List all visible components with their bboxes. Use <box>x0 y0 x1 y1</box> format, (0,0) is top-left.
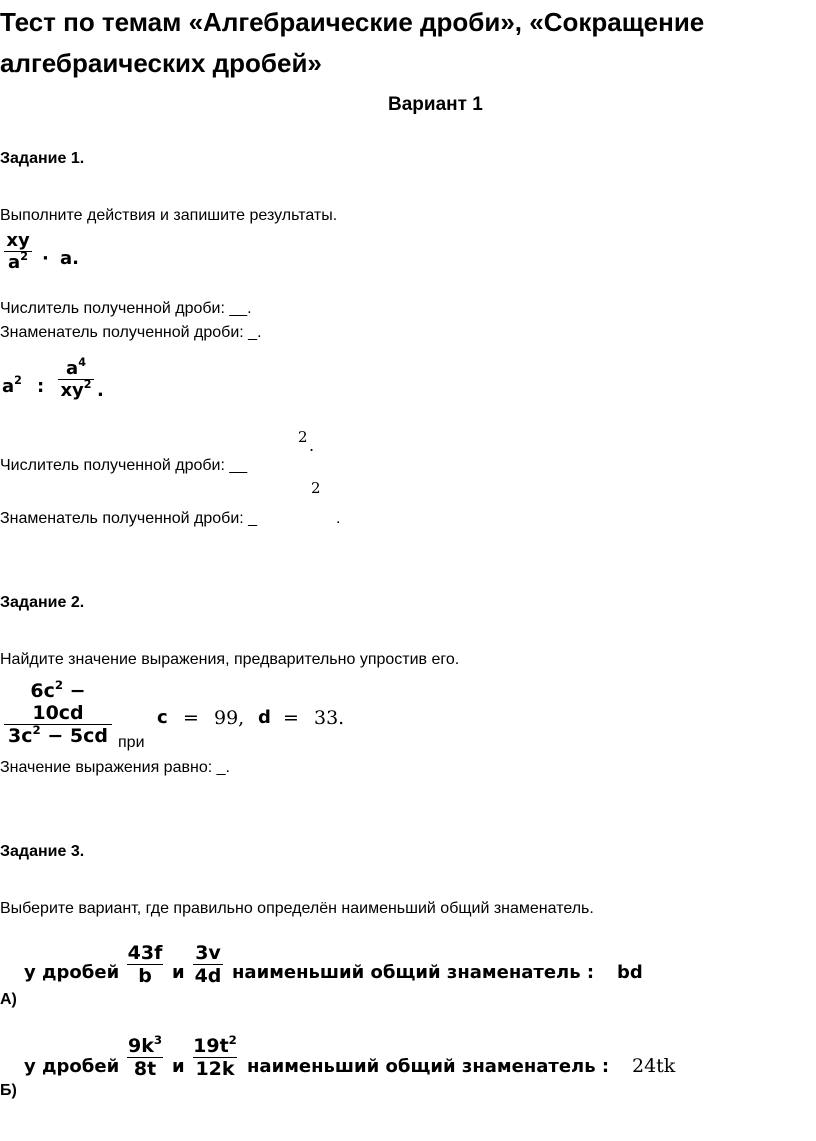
answer2-numerator-dot: . <box>309 436 315 455</box>
divide-operator: : <box>37 376 45 397</box>
task1-answer1-denominator: Знаменатель полученной дроби: _. <box>0 324 262 341</box>
option-b-answer: 24tk <box>632 1055 676 1077</box>
fraction-numerator: $a^4$ <box>66 356 86 379</box>
option-b-fraction-1 <box>127 1032 163 1080</box>
variant-label: Вариант 1 <box>388 94 483 115</box>
document-title-line2: алгебраических дробей» <box>0 48 322 78</box>
fraction-denominator: 8t <box>133 1058 157 1080</box>
expression-left: $a^2$ <box>2 374 22 397</box>
document-title-line1: Тест по темам «Алгебраические дроби», «Сокращение <box>0 7 705 37</box>
answer2-numerator-superscript: 2 <box>298 428 308 446</box>
task2-heading: Задание 2. <box>0 594 85 611</box>
task1-heading: Задание 1. <box>0 150 85 167</box>
task1-instruction: Выполните действия и запишите результаты. <box>0 207 338 224</box>
fraction-denominator: 4d <box>194 965 222 987</box>
answer2-denominator-superscript: 2 <box>311 479 321 497</box>
fraction-denominator: $3c^2 - 5cd$ <box>8 722 108 747</box>
task1-answer2-numerator: Числитель полученной дроби: __ <box>0 457 248 474</box>
fraction-denominator: $a^2$ <box>8 250 28 273</box>
expression-tail: a. <box>60 248 79 269</box>
option-a-fraction-2 <box>193 942 223 987</box>
option-b-fraction-2 <box>193 1032 237 1080</box>
answer2-denominator-dot: . <box>336 510 341 527</box>
task3-instruction: Выберите вариант, где правильно определён наименьший общий знаменатель. <box>0 900 594 917</box>
option-a-prefix: у дробей <box>24 962 120 983</box>
option-a-suffix: наименьший общий знаменатель : <box>232 962 595 983</box>
task1-answer2-denominator: Знаменатель полученной дроби: _ <box>0 510 258 527</box>
variable-d: d <box>258 707 271 728</box>
option-b-suffix: наименьший общий знаменатель : <box>247 1056 610 1077</box>
option-b-prefix: у дробей <box>24 1056 120 1077</box>
task2-answer: Значение выражения равно: _. <box>0 759 230 776</box>
task3-heading: Задание 3. <box>0 843 85 860</box>
value-c: 99, <box>214 707 245 729</box>
condition-pri: при <box>118 734 145 751</box>
option-b-and: и <box>172 1056 185 1077</box>
task1-answer1-numerator: Числитель полученной дроби: __. <box>0 300 252 317</box>
fraction-xy-over-a2 <box>4 230 32 273</box>
task2-instruction: Найдите значение выражения, предварительно упростив его. <box>0 651 460 668</box>
fraction-a4-over-xy2 <box>58 358 94 401</box>
option-a-answer: bd <box>617 962 643 983</box>
equals-sign-1: = <box>183 707 199 729</box>
expression-tail: . <box>97 380 104 401</box>
fraction-main <box>4 677 112 747</box>
fraction-denominator: 12k <box>195 1058 235 1080</box>
fraction-numerator: xy <box>6 230 30 251</box>
fraction-numerator: $19t^2$ <box>193 1032 237 1057</box>
equals-sign-2: = <box>283 707 299 729</box>
fraction-numerator: $6c^2 - 10cd$ <box>30 677 86 724</box>
value-d: 33. <box>314 707 345 729</box>
fraction-numerator: 3v <box>195 942 221 964</box>
option-a-label[interactable]: А) <box>0 991 17 1008</box>
option-a-and: и <box>172 962 185 983</box>
option-a-fraction-1 <box>127 942 163 987</box>
variable-c: c <box>157 707 168 728</box>
fraction-numerator: 43f <box>127 942 163 964</box>
fraction-numerator: $9k^3$ <box>127 1032 163 1057</box>
fraction-denominator: $xy^2$ <box>60 378 92 401</box>
fraction-denominator: b <box>138 965 152 987</box>
multiply-operator: · <box>42 248 49 269</box>
option-b-label[interactable]: Б) <box>0 1082 17 1099</box>
